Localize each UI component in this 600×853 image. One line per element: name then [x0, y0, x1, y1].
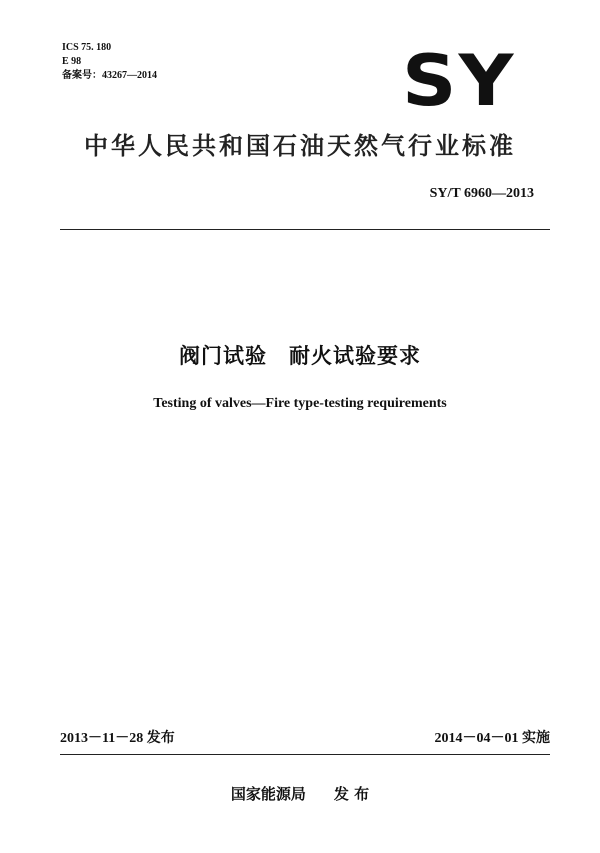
issue-date: 2013－11－28 发布 — [60, 731, 175, 746]
standard-code: SY/T 6960—2013 — [429, 186, 534, 201]
english-title: Testing of valves—Fire type-testing requirements — [153, 396, 447, 411]
record-number: 备案号：43267—2014 — [62, 70, 157, 81]
top-divider — [60, 229, 550, 230]
standard-type-title: 中华人民共和国石油天然气行业标准 — [84, 132, 516, 160]
chinese-title-part2: 耐火试验要求 — [289, 344, 421, 368]
ics-code: ICS 75. 180 — [62, 42, 112, 53]
class-code: E 98 — [62, 56, 82, 67]
sy-logo: SY — [402, 40, 516, 122]
bottom-divider — [60, 754, 550, 755]
chinese-title-part1: 阀门试验 — [179, 344, 267, 368]
chinese-title — [0, 340, 600, 370]
publisher-name: 国家能源局 — [230, 785, 306, 803]
implementation-date: 2014－04－01 实施 — [434, 731, 550, 746]
publisher-action: 发 布 — [333, 785, 370, 803]
classification-block — [62, 41, 157, 83]
publisher-line — [0, 783, 600, 804]
